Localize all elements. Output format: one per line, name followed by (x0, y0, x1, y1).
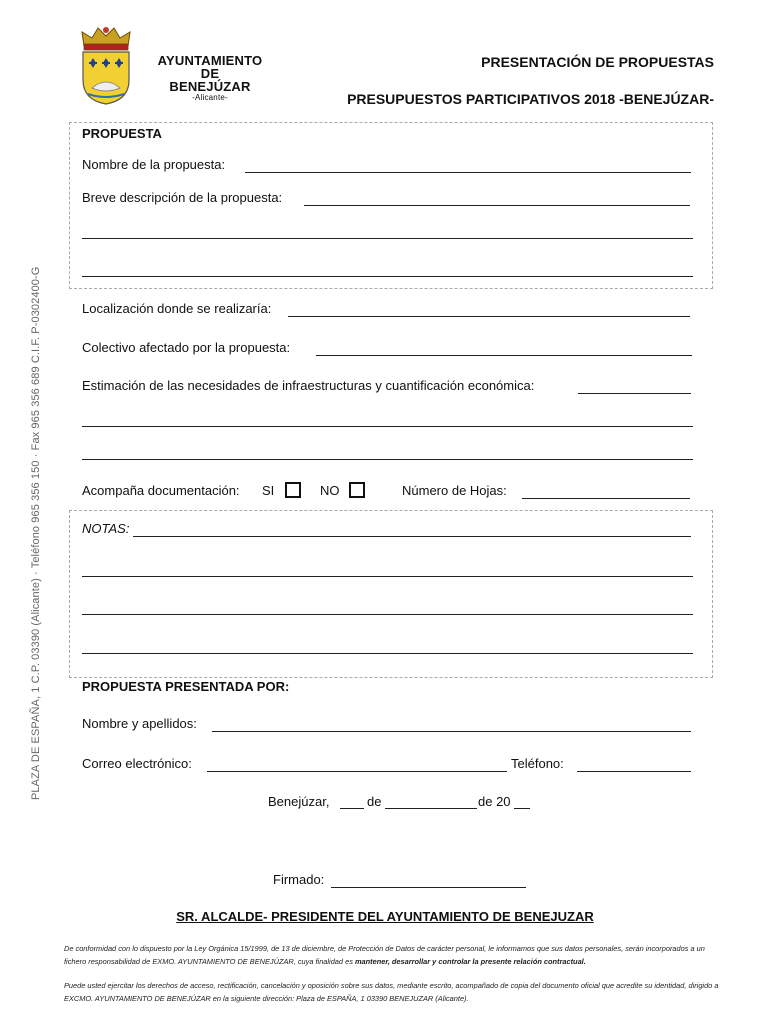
correo-field[interactable] (207, 771, 507, 772)
telefono-field[interactable] (577, 771, 691, 772)
legal-paragraph-1 (64, 942, 720, 968)
fecha-mes-field[interactable] (385, 808, 477, 809)
colectivo-label: Colectivo afectado por la propuesta: (82, 340, 291, 355)
firma-field[interactable] (331, 887, 526, 888)
descripcion-field-line-2[interactable] (82, 238, 693, 239)
estimacion-label: Estimación de las necesidades de infraestructuras y cuantificación económica: (82, 378, 535, 393)
descripcion-label: Breve descripción de la propuesta: (82, 190, 283, 205)
organization-name (150, 54, 270, 103)
hojas-label: Número de Hojas: (402, 483, 507, 498)
nombre-propuesta-field[interactable] (245, 172, 691, 173)
localizacion-label: Localización donde se realizaría: (82, 301, 272, 316)
fecha-de-2: de 20 (478, 794, 511, 809)
fecha-dia-field[interactable] (340, 808, 364, 809)
presentada-heading: PROPUESTA PRESENTADA POR: (82, 679, 290, 694)
notas-field-line-4[interactable] (82, 653, 693, 654)
org-subtitle: -Alicante- (192, 93, 228, 102)
notas-label: NOTAS: (82, 521, 130, 536)
telefono-label: Teléfono: (511, 756, 564, 771)
estimacion-field-line-3[interactable] (82, 459, 693, 460)
org-name-line-2: DE (200, 66, 220, 81)
fecha-anio-field[interactable] (514, 808, 530, 809)
estimacion-field-line-1[interactable] (578, 393, 691, 394)
nombre-apellidos-label: Nombre y apellidos: (82, 716, 197, 731)
document-title: PRESENTACIÓN DE PROPUESTAS (481, 54, 714, 70)
legal-paragraph-2: Puede usted ejercitar los derechos de acceso, rectificación, cancelación y oposición sobre sus datos, mediante escrito, acompañado de copia del documento oficial que acredite su identidad, dirigido a EXCMO. AYUNTAMIENTO DE BENEJÚZAR en la siguiente dirección: Plaza de ESPAÑA, 1 03390 BENEJUZAR (Alicante). (64, 981, 719, 1003)
colectivo-field[interactable] (316, 355, 692, 356)
legal-text-1a: De conformidad con lo dispuesto por la Ley Orgánica 15/1999, de 13 de diciembre, de Protección de Datos de carácter personal, le informamos que sus datos personales, serán incorporados a un fichero responsabilidad de EXMO. AYUNTAMIENTO DE BENEJÚZAR, cuya finalidad es (64, 944, 705, 966)
nombre-apellidos-field[interactable] (212, 731, 691, 732)
fecha-de-1: de (367, 794, 382, 809)
notas-field-line-1[interactable] (133, 536, 691, 537)
org-name-line-1: AYUNTAMIENTO (157, 53, 263, 68)
recipient-line: SR. ALCALDE- PRESIDENTE DEL AYUNTAMIENTO DE BENEJUZAR (176, 909, 594, 924)
descripcion-field-line-3[interactable] (82, 276, 693, 277)
acompana-label: Acompaña documentación: (82, 483, 240, 498)
org-name-line-3: BENEJÚZAR (169, 79, 251, 94)
document-subtitle: PRESUPUESTOS PARTICIPATIVOS 2018 -BENEJÚZAR- (347, 91, 714, 107)
correo-label: Correo electrónico: (82, 756, 192, 771)
si-label: SI (262, 483, 275, 498)
firmado-label: Firmado: (273, 872, 325, 887)
legal-text-1b: mantener, desarrollar y controlar la presente relación contractual. (354, 957, 586, 966)
localizacion-field[interactable] (288, 316, 690, 317)
fecha-place: Benejúzar, (268, 794, 330, 809)
hojas-field[interactable] (522, 498, 690, 499)
address-side-text: PLAZA DE ESPAÑA, 1 C.P. 03390 (Alicante) · Teléfono 965 356 150 · Fax 965 356 689 C.I.F. P-0302400-G (30, 266, 42, 800)
notas-field-line-3[interactable] (82, 614, 693, 615)
notas-field-line-2[interactable] (82, 576, 693, 577)
nombre-propuesta-label: Nombre de la propuesta: (82, 157, 226, 172)
estimacion-field-line-2[interactable] (82, 426, 693, 427)
propuesta-heading: PROPUESTA (82, 126, 162, 141)
no-checkbox[interactable] (349, 482, 365, 498)
descripcion-field-line-1[interactable] (304, 205, 690, 206)
si-checkbox[interactable] (285, 482, 301, 498)
coat-of-arms-logo (78, 24, 134, 106)
no-label: NO (320, 483, 340, 498)
